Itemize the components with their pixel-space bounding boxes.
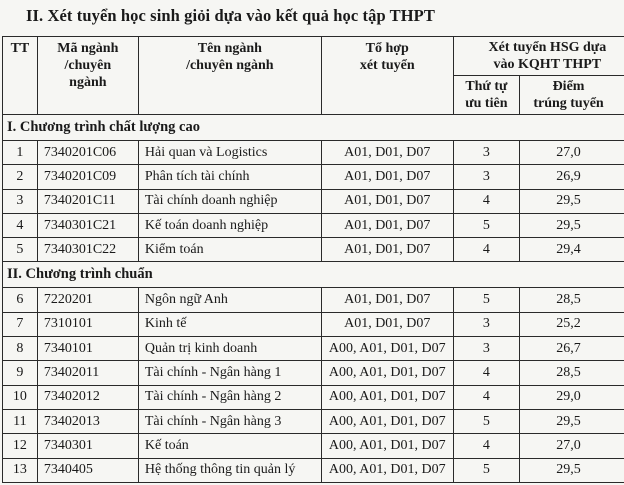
table-row [3, 165, 624, 189]
cell-priority: 4 [453, 238, 519, 262]
cell-name: Hệ thống thông tin quản lý [138, 458, 321, 482]
cell-priority: 3 [453, 312, 519, 336]
table-row [3, 238, 624, 262]
cell-tt: 13 [3, 458, 38, 482]
header-tt: TT [3, 37, 38, 115]
table-row [3, 458, 624, 482]
cell-combo: A00, A01, D01, D07 [321, 385, 453, 409]
cell-code: 7340301C22 [37, 238, 138, 262]
header-group: Xét tuyển HSG dựa vào KQHT THPT [453, 37, 624, 76]
table-row [3, 385, 624, 409]
cell-tt: 5 [3, 238, 38, 262]
cell-tt: 6 [3, 288, 38, 312]
cell-score: 29,0 [520, 385, 624, 409]
cell-combo: A01, D01, D07 [321, 141, 453, 165]
admission-scores-table [2, 36, 624, 483]
cell-tt: 7 [3, 312, 38, 336]
cell-priority: 3 [453, 337, 519, 361]
cell-tt: 2 [3, 165, 38, 189]
header-priority: Thứ tự ưu tiên [453, 76, 519, 115]
cell-tt: 4 [3, 213, 38, 237]
cell-score: 28,5 [520, 288, 624, 312]
table-row [3, 312, 624, 336]
cell-score: 29,5 [520, 409, 624, 433]
cell-code: 7340101 [37, 337, 138, 361]
cell-score: 29,5 [520, 213, 624, 237]
cell-priority: 3 [453, 141, 519, 165]
cell-score: 29,5 [520, 458, 624, 482]
cell-name: Tài chính - Ngân hàng 1 [138, 361, 321, 385]
cell-combo: A01, D01, D07 [321, 189, 453, 213]
table-row [3, 288, 624, 312]
cell-name: Kế toán doanh nghiệp [138, 213, 321, 237]
cell-priority: 4 [453, 385, 519, 409]
cell-combo: A00, A01, D01, D07 [321, 458, 453, 482]
cell-score: 29,4 [520, 238, 624, 262]
cell-code: 73402011 [37, 361, 138, 385]
cell-tt: 12 [3, 434, 38, 458]
table-row [3, 141, 624, 165]
cell-name: Kinh tế [138, 312, 321, 336]
cell-combo: A00, A01, D01, D07 [321, 337, 453, 361]
header-code: Mã ngành /chuyên ngành [37, 37, 138, 115]
cell-score: 25,2 [520, 312, 624, 336]
cell-priority: 4 [453, 361, 519, 385]
section-title: II. Xét tuyển học sinh giỏi dựa vào kết quả học tập THPT [26, 6, 435, 25]
cell-combo: A01, D01, D07 [321, 312, 453, 336]
table-row [3, 434, 624, 458]
cell-priority: 4 [453, 189, 519, 213]
table-row [3, 409, 624, 433]
cell-score: 27,0 [520, 434, 624, 458]
cell-code: 73402013 [37, 409, 138, 433]
section-row [3, 115, 624, 141]
cell-tt: 10 [3, 385, 38, 409]
section-label: I. Chương trình chất lượng cao [3, 115, 624, 141]
cell-score: 28,5 [520, 361, 624, 385]
cell-name: Kế toán [138, 434, 321, 458]
cell-score: 27,0 [520, 141, 624, 165]
cell-combo: A01, D01, D07 [321, 238, 453, 262]
cell-score: 26,7 [520, 337, 624, 361]
cell-tt: 8 [3, 337, 38, 361]
cell-priority: 3 [453, 165, 519, 189]
cell-combo: A01, D01, D07 [321, 165, 453, 189]
cell-score: 29,5 [520, 189, 624, 213]
cell-code: 7340301C21 [37, 213, 138, 237]
cell-code: 7340201C09 [37, 165, 138, 189]
cell-priority: 5 [453, 458, 519, 482]
cell-code: 7310101 [37, 312, 138, 336]
cell-name: Kiểm toán [138, 238, 321, 262]
cell-priority: 4 [453, 434, 519, 458]
table-row [3, 213, 624, 237]
cell-combo: A00, A01, D01, D07 [321, 409, 453, 433]
cell-combo: A01, D01, D07 [321, 288, 453, 312]
cell-combo: A00, A01, D01, D07 [321, 361, 453, 385]
cell-combo: A01, D01, D07 [321, 213, 453, 237]
cell-priority: 5 [453, 213, 519, 237]
header-score: Điểm trúng tuyển [520, 76, 624, 115]
cell-tt: 9 [3, 361, 38, 385]
cell-code: 7340301 [37, 434, 138, 458]
cell-name: Phân tích tài chính [138, 165, 321, 189]
section-label: II. Chương trình chuẩn [3, 262, 624, 288]
cell-code: 7340201C11 [37, 189, 138, 213]
cell-priority: 5 [453, 409, 519, 433]
cell-name: Quản trị kinh doanh [138, 337, 321, 361]
cell-code: 7340201C06 [37, 141, 138, 165]
header-name: Tên ngành /chuyên ngành [138, 37, 321, 115]
cell-name: Ngôn ngữ Anh [138, 288, 321, 312]
table-row [3, 337, 624, 361]
header-combo: Tổ hợp xét tuyển [321, 37, 453, 115]
cell-tt: 3 [3, 189, 38, 213]
cell-combo: A00, A01, D01, D07 [321, 434, 453, 458]
cell-code: 73402012 [37, 385, 138, 409]
table-row [3, 189, 624, 213]
cell-name: Tài chính - Ngân hàng 3 [138, 409, 321, 433]
cell-score: 26,9 [520, 165, 624, 189]
cell-code: 7220201 [37, 288, 138, 312]
section-row [3, 262, 624, 288]
cell-code: 7340405 [37, 458, 138, 482]
cell-priority: 5 [453, 288, 519, 312]
cell-tt: 11 [3, 409, 38, 433]
cell-name: Tài chính - Ngân hàng 2 [138, 385, 321, 409]
cell-tt: 1 [3, 141, 38, 165]
table-row [3, 361, 624, 385]
cell-name: Hải quan và Logistics [138, 141, 321, 165]
cell-name: Tài chính doanh nghiệp [138, 189, 321, 213]
